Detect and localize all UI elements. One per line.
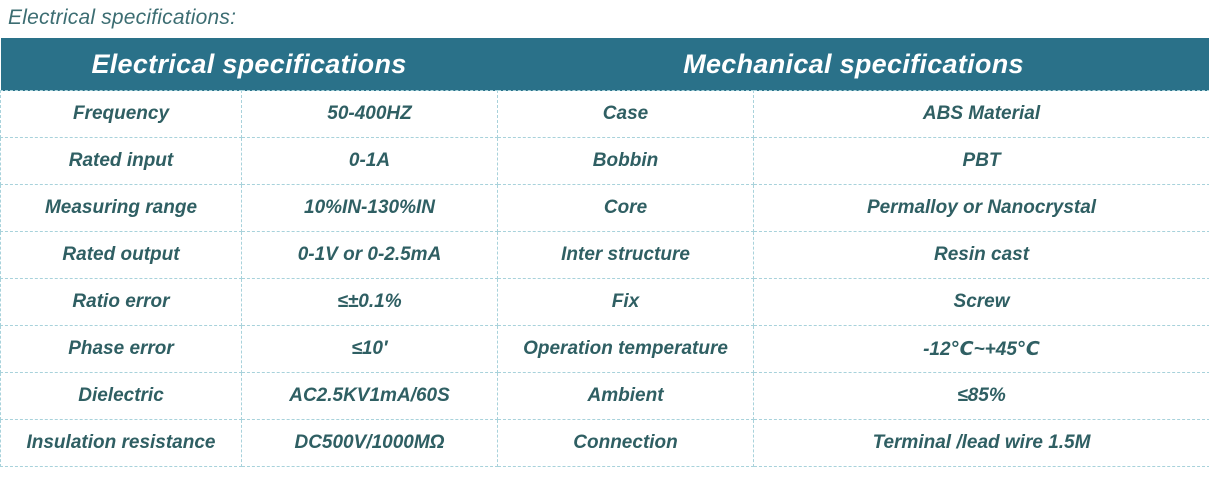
mechanical-param-value: ≤85% [754,373,1209,420]
electrical-param-value: 0-1A [242,138,498,185]
mechanical-param-value: PBT [754,138,1209,185]
table-row [1,326,1209,373]
electrical-param-value: 10%IN-130%IN [242,185,498,232]
electrical-param-value: 0-1V or 0-2.5mA [242,232,498,279]
electrical-param-name: Dielectric [1,373,242,420]
mechanical-param-name: Core [498,185,754,232]
electrical-param-name: Frequency [1,91,242,138]
electrical-param-value: 50-400HZ [242,91,498,138]
electrical-param-name: Rated input [1,138,242,185]
table-row [1,279,1209,326]
electrical-param-value: ≤10′ [242,326,498,373]
table-row [1,420,1209,467]
mechanical-param-name: Ambient [498,373,754,420]
electrical-specifications-header: Electrical specifications [1,38,498,91]
electrical-param-name: Ratio error [1,279,242,326]
mechanical-param-name: Operation temperature [498,326,754,373]
mechanical-param-value: Terminal /lead wire 1.5M [754,420,1209,467]
mechanical-param-name: Bobbin [498,138,754,185]
mechanical-param-name: Fix [498,279,754,326]
mechanical-param-name: Case [498,91,754,138]
page-heading: Electrical specifications: [8,6,237,29]
mechanical-param-name: Connection [498,420,754,467]
mechanical-param-value: Resin cast [754,232,1209,279]
table-row [1,232,1209,279]
electrical-param-name: Measuring range [1,185,242,232]
electrical-param-name: Insulation resistance [1,420,242,467]
electrical-param-name: Rated output [1,232,242,279]
mechanical-param-value: Permalloy or Nanocrystal [754,185,1209,232]
table-header-row [1,38,1209,91]
mechanical-param-name: Inter structure [498,232,754,279]
specifications-table [0,38,1209,467]
table-row [1,91,1209,138]
mechanical-param-value: ABS Material [754,91,1209,138]
electrical-param-value: ≤±0.1% [242,279,498,326]
mechanical-specifications-header: Mechanical specifications [498,38,1209,91]
electrical-param-name: Phase error [1,326,242,373]
table-row [1,138,1209,185]
table-row [1,373,1209,420]
mechanical-param-value: Screw [754,279,1209,326]
table-row [1,185,1209,232]
electrical-param-value: DC500V/1000MΩ [242,420,498,467]
electrical-param-value: AC2.5KV1mA/60S [242,373,498,420]
mechanical-param-value: -12℃~+45℃ [754,326,1209,373]
